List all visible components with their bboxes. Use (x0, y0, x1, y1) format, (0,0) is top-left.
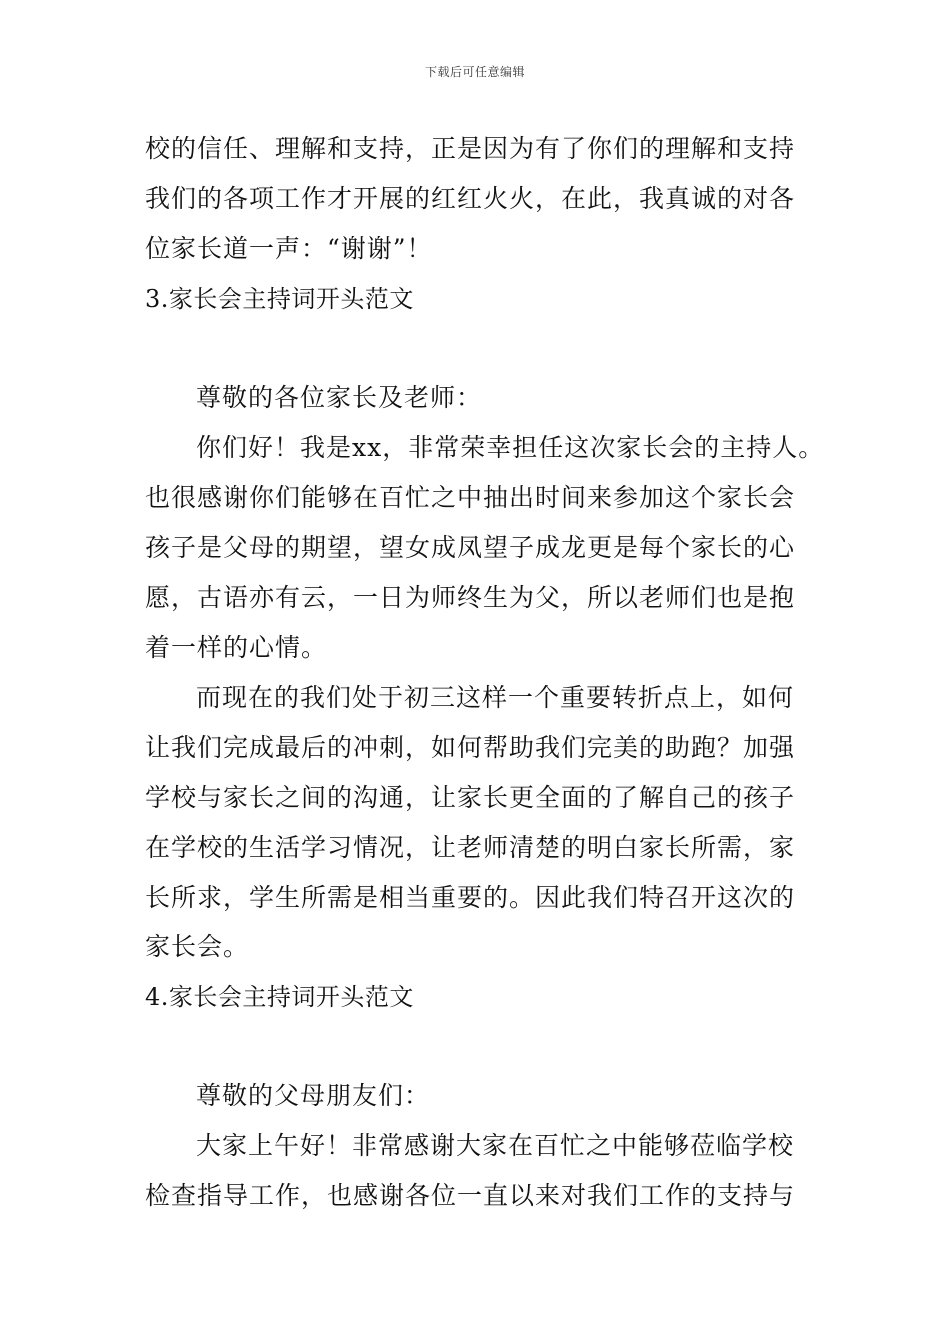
body-text-line: 检查指导工作，也感谢各位一直以来对我们工作的支持与 (145, 1181, 796, 1210)
body-text-line: 位家长道一声：“谢谢”！ (145, 234, 433, 263)
body-text-line: 长所求，学生所需是相当重要的。因此我们特召开这次的 (145, 883, 796, 912)
page-header: 下载后可任意编辑 (424, 65, 525, 79)
body-text-line: 也很感谢你们能够在百忙之中抽出时间来参加这个家长会 (145, 483, 796, 512)
body-text-line: 愿，古语亦有云，一日为师终生为父，所以老师们也是抱 (145, 583, 796, 612)
body-text-line: 在学校的生活学习情况，让老师清楚的明白家长所需，家 (145, 833, 796, 862)
salutation: 尊敬的各位家长及老师： (196, 383, 483, 412)
body-text-line: 学校与家长之间的沟通，让家长更全面的了解自己的孩子 (145, 783, 796, 812)
body-text-line: 大家上午好！非常感谢大家在百忙之中能够莅临学校 (196, 1131, 795, 1160)
body-text-line: 让我们完成最后的冲刺，如何帮助我们完美的助跑？加强 (145, 733, 796, 762)
section-heading-4: 4.家长会主持词开头范文 (145, 983, 414, 1011)
body-text-line: 家长会。 (145, 932, 250, 961)
salutation: 尊敬的父母朋友们： (196, 1081, 431, 1110)
body-text-line: 而现在的我们处于初三这样一个重要转折点上，如何 (196, 683, 795, 712)
body-text-line: 你们好！我是xx，非常荣幸担任这次家长会的主持人。 (196, 433, 825, 462)
body-text-line: 孩子是父母的期望，望女成凤望子成龙更是每个家长的心 (145, 533, 796, 562)
body-text-line: 我们的各项工作才开展的红红火火，在此，我真诚的对各 (145, 184, 796, 213)
body-text-line: 着一样的心情。 (145, 633, 328, 662)
section-heading-3: 3.家长会主持词开头范文 (145, 285, 414, 313)
body-text-line: 校的信任、理解和支持，正是因为有了你们的理解和支持 (145, 134, 796, 163)
